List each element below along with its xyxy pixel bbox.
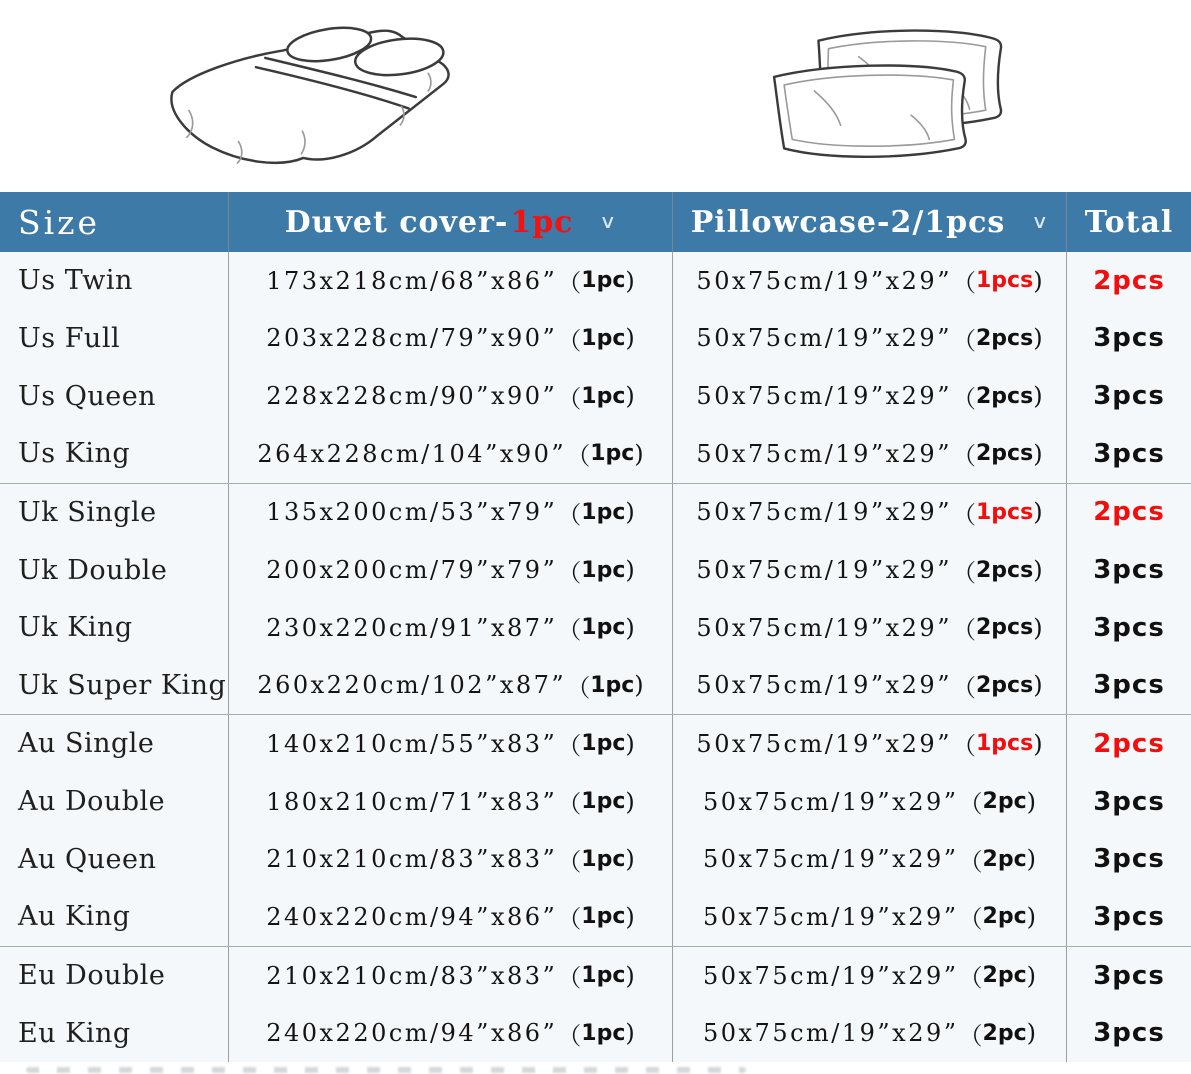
size-cell: Eu Double bbox=[18, 960, 166, 991]
total-cell bbox=[1066, 252, 1191, 310]
pillow-dimensions: 50x75cm/19”x29” bbox=[702, 961, 959, 990]
total-cell bbox=[1066, 888, 1191, 946]
duvet-cell bbox=[228, 656, 672, 714]
total-value: 3pcs bbox=[1093, 960, 1165, 991]
close-paren: ) bbox=[625, 787, 635, 816]
duvet-cell bbox=[228, 425, 672, 483]
close-paren: ) bbox=[625, 498, 635, 527]
open-paren: （ bbox=[951, 732, 976, 761]
duvet-dimensions: 260x220cm/102”x87” bbox=[257, 671, 567, 700]
pillow-dimensions: 50x75cm/19”x29” bbox=[696, 439, 952, 468]
pillow-dimensions: 50x75cm/19”x29” bbox=[696, 324, 952, 353]
duvet-quantity: 1pc bbox=[590, 441, 635, 467]
hero-illustrations bbox=[0, 0, 1191, 192]
open-paren: （ bbox=[557, 847, 582, 876]
table-row bbox=[0, 947, 1191, 1005]
size-cell: Au Single bbox=[18, 728, 155, 760]
pillow-quantity: 2pc bbox=[982, 789, 1027, 815]
total-cell bbox=[1066, 1004, 1191, 1062]
pillowcase-cell bbox=[672, 830, 1066, 888]
duvet-quantity: 1pc bbox=[581, 499, 626, 525]
pillow-quantity: 1pcs bbox=[975, 731, 1034, 757]
pillow-dimensions: 50x75cm/19”x29” bbox=[702, 787, 959, 816]
column-header-size bbox=[0, 192, 228, 252]
duvet-cell bbox=[228, 773, 672, 831]
pillowcase-cell bbox=[672, 252, 1066, 310]
open-paren: （ bbox=[951, 558, 976, 587]
close-paren: ) bbox=[625, 613, 635, 642]
duvet-dimensions: 264x228cm/104”x90” bbox=[257, 439, 567, 468]
table-row bbox=[0, 599, 1191, 657]
total-header-label: Total bbox=[1084, 204, 1174, 240]
total-cell bbox=[1066, 656, 1191, 714]
chevron-down-icon[interactable]: ∨ bbox=[1031, 211, 1051, 233]
total-value: 3pcs bbox=[1093, 438, 1165, 469]
duvet-dimensions: 228x228cm/90”x90” bbox=[266, 382, 558, 411]
close-paren: ) bbox=[1033, 498, 1043, 527]
close-paren: ) bbox=[625, 902, 635, 931]
bed-icon bbox=[158, 14, 488, 174]
table-body bbox=[0, 252, 1191, 1062]
pillow-quantity: 2pcs bbox=[975, 557, 1034, 583]
size-cell: Us Twin bbox=[18, 265, 133, 297]
open-paren: （ bbox=[566, 442, 591, 471]
close-paren: ) bbox=[1026, 902, 1037, 931]
size-cell: Au King bbox=[18, 901, 131, 933]
table-row bbox=[0, 252, 1191, 310]
pillowcase-cell bbox=[672, 310, 1066, 368]
duvet-quantity: 1pc bbox=[581, 846, 626, 872]
column-header-pillowcase[interactable] bbox=[672, 192, 1066, 252]
table-header bbox=[0, 192, 1191, 252]
close-paren: ) bbox=[625, 1019, 635, 1048]
total-cell bbox=[1066, 425, 1191, 483]
total-value: 3pcs bbox=[1093, 670, 1165, 701]
total-value: 3pcs bbox=[1093, 612, 1165, 643]
close-paren: ) bbox=[1026, 845, 1037, 874]
duvet-dimensions: 200x200cm/79”x79” bbox=[266, 556, 558, 585]
size-cell: Us King bbox=[18, 438, 131, 470]
table-row bbox=[0, 888, 1191, 947]
close-paren: ) bbox=[634, 671, 644, 700]
open-paren: （ bbox=[958, 964, 983, 992]
close-paren: ) bbox=[625, 845, 635, 874]
pillowcase-header-label: Pillowcase-2/1pcs bbox=[690, 204, 1006, 240]
duvet-cell bbox=[228, 252, 672, 310]
duvet-quantity: 1pc bbox=[581, 789, 626, 815]
size-cell: Eu King bbox=[18, 1017, 131, 1049]
close-paren: ) bbox=[1033, 266, 1043, 295]
open-paren: （ bbox=[958, 905, 983, 934]
size-cell: Au Queen bbox=[18, 843, 157, 875]
pillows-icon bbox=[762, 16, 1024, 158]
size-header-label: Size bbox=[18, 202, 101, 242]
total-cell bbox=[1066, 773, 1191, 831]
total-cell bbox=[1066, 599, 1191, 657]
open-paren: （ bbox=[557, 384, 582, 413]
duvet-quantity: 1pc bbox=[581, 963, 626, 988]
open-paren: （ bbox=[557, 616, 582, 645]
pillow-dimensions: 50x75cm/19”x29” bbox=[696, 729, 952, 758]
size-cell: Us Queen bbox=[18, 380, 157, 412]
duvet-dimensions: 203x228cm/79”x90” bbox=[266, 324, 558, 353]
table-row bbox=[0, 1004, 1191, 1062]
open-paren: （ bbox=[557, 269, 582, 298]
duvet-dimensions: 180x210cm/71”x83” bbox=[266, 787, 558, 816]
close-paren: ) bbox=[625, 556, 635, 585]
table-row bbox=[0, 656, 1191, 715]
pillow-quantity: 2pcs bbox=[975, 325, 1034, 351]
duvet-cell bbox=[228, 715, 672, 773]
duvet-cell bbox=[228, 1004, 672, 1062]
duvet-cell bbox=[228, 310, 672, 368]
close-paren: ) bbox=[1033, 613, 1043, 642]
open-paren: （ bbox=[958, 790, 983, 819]
close-paren: ) bbox=[625, 961, 635, 990]
close-paren: ) bbox=[1033, 556, 1043, 585]
duvet-cell bbox=[228, 367, 672, 425]
duvet-quantity: 1pc bbox=[581, 1020, 626, 1046]
close-paren: ) bbox=[625, 324, 635, 353]
open-paren: （ bbox=[951, 616, 976, 645]
total-cell bbox=[1066, 310, 1191, 368]
table-row bbox=[0, 367, 1191, 425]
total-value: 3pcs bbox=[1093, 786, 1165, 817]
size-cell: Us Full bbox=[18, 322, 121, 354]
pillow-dimensions: 50x75cm/19”x29” bbox=[702, 845, 959, 874]
total-value: 3pcs bbox=[1093, 555, 1165, 586]
duvet-quantity: 1pc bbox=[581, 904, 626, 930]
pillowcase-cell bbox=[672, 367, 1066, 425]
pillowcase-cell bbox=[672, 715, 1066, 773]
pillow-quantity: 2pc bbox=[982, 963, 1027, 988]
total-cell bbox=[1066, 715, 1191, 773]
duvet-dimensions: 210x210cm/83”x83” bbox=[266, 845, 558, 874]
total-value: 3pcs bbox=[1093, 844, 1165, 875]
duvet-dimensions: 173x218cm/68”x86” bbox=[266, 266, 558, 295]
column-header-total bbox=[1066, 192, 1191, 252]
open-paren: （ bbox=[951, 326, 976, 355]
duvet-header-label: Duvet cover- bbox=[284, 204, 509, 240]
close-paren: ) bbox=[1033, 382, 1043, 411]
open-paren: （ bbox=[951, 673, 976, 702]
pillowcase-cell bbox=[672, 484, 1066, 542]
pillow-quantity: 2pc bbox=[982, 1020, 1027, 1046]
duvet-dimensions: 230x220cm/91”x87” bbox=[266, 613, 558, 642]
table-row bbox=[0, 310, 1191, 368]
pillowcase-cell bbox=[672, 541, 1066, 599]
pillow-quantity: 1pcs bbox=[975, 499, 1034, 525]
size-cell: Uk Double bbox=[18, 554, 168, 586]
open-paren: （ bbox=[557, 1021, 582, 1050]
pillowcase-cell bbox=[672, 656, 1066, 714]
close-paren: ) bbox=[625, 382, 635, 411]
duvet-cell bbox=[228, 541, 672, 599]
total-value: 3pcs bbox=[1093, 901, 1165, 932]
pillow-dimensions: 50x75cm/19”x29” bbox=[696, 498, 952, 527]
open-paren: （ bbox=[557, 905, 582, 934]
duvet-cell bbox=[228, 947, 672, 1005]
chevron-down-icon[interactable]: ∨ bbox=[599, 211, 619, 233]
table-row bbox=[0, 484, 1191, 542]
pillowcase-cell bbox=[672, 599, 1066, 657]
total-cell bbox=[1066, 484, 1191, 542]
duvet-dimensions: 240x220cm/94”x86” bbox=[266, 902, 558, 931]
total-cell bbox=[1066, 541, 1191, 599]
duvet-quantity: 1pc bbox=[581, 557, 626, 583]
total-value: 3pcs bbox=[1093, 323, 1165, 354]
total-cell bbox=[1066, 947, 1191, 1005]
open-paren: （ bbox=[557, 964, 582, 992]
size-cell: Uk Super King bbox=[18, 669, 227, 701]
pillow-dimensions: 50x75cm/19”x29” bbox=[702, 1019, 959, 1048]
cutoff-text-remnant bbox=[26, 1067, 746, 1073]
pillowcase-cell bbox=[672, 947, 1066, 1005]
close-paren: ) bbox=[1033, 439, 1043, 468]
close-paren: ) bbox=[625, 729, 635, 758]
table-row bbox=[0, 541, 1191, 599]
duvet-cell bbox=[228, 599, 672, 657]
pillow-dimensions: 50x75cm/19”x29” bbox=[696, 671, 952, 700]
duvet-cell bbox=[228, 830, 672, 888]
total-value: 3pcs bbox=[1093, 381, 1165, 412]
duvet-quantity: 1pc bbox=[581, 615, 626, 641]
pillow-dimensions: 50x75cm/19”x29” bbox=[696, 556, 952, 585]
close-paren: ) bbox=[1033, 729, 1043, 758]
open-paren: （ bbox=[951, 384, 976, 413]
duvet-quantity: 1pc bbox=[590, 672, 635, 698]
table-row bbox=[0, 425, 1191, 484]
pillowcase-cell bbox=[672, 1004, 1066, 1062]
close-paren: ) bbox=[1026, 787, 1037, 816]
total-cell bbox=[1066, 367, 1191, 425]
size-cell: Uk King bbox=[18, 612, 133, 644]
pillow-dimensions: 50x75cm/19”x29” bbox=[696, 613, 952, 642]
pillow-dimensions: 50x75cm/19”x29” bbox=[696, 382, 952, 411]
pillow-quantity: 2pcs bbox=[975, 441, 1034, 467]
duvet-cell bbox=[228, 484, 672, 542]
pillow-quantity: 2pcs bbox=[975, 615, 1034, 641]
pillow-dimensions: 50x75cm/19”x29” bbox=[696, 266, 952, 295]
column-header-duvet[interactable] bbox=[228, 192, 672, 252]
size-cell: Au Double bbox=[18, 786, 166, 818]
total-cell bbox=[1066, 830, 1191, 888]
open-paren: （ bbox=[557, 326, 582, 355]
duvet-quantity: 1pc bbox=[581, 268, 626, 294]
duvet-dimensions: 210x210cm/83”x83” bbox=[266, 961, 558, 990]
duvet-cell bbox=[228, 888, 672, 946]
size-chart-table bbox=[0, 192, 1191, 1062]
open-paren: （ bbox=[557, 732, 582, 761]
size-cell: Uk Single bbox=[18, 496, 157, 528]
table-row bbox=[0, 830, 1191, 888]
open-paren: （ bbox=[557, 500, 582, 529]
close-paren: ) bbox=[625, 266, 635, 295]
total-value: 2pcs bbox=[1093, 265, 1165, 296]
duvet-quantity: 1pc bbox=[581, 731, 626, 757]
pillow-quantity: 2pcs bbox=[975, 672, 1034, 698]
close-paren: ) bbox=[1026, 1019, 1037, 1048]
pillowcase-cell bbox=[672, 888, 1066, 946]
duvet-dimensions: 135x200cm/53”x79” bbox=[266, 498, 558, 527]
total-value: 3pcs bbox=[1093, 1018, 1165, 1049]
open-paren: （ bbox=[958, 1021, 983, 1050]
close-paren: ) bbox=[1033, 671, 1043, 700]
close-paren: ) bbox=[634, 439, 644, 468]
duvet-dimensions: 140x210cm/55”x83” bbox=[266, 729, 558, 758]
open-paren: （ bbox=[951, 500, 976, 529]
duvet-quantity: 1pc bbox=[581, 325, 626, 351]
pillowcase-cell bbox=[672, 425, 1066, 483]
open-paren: （ bbox=[566, 673, 591, 702]
open-paren: （ bbox=[557, 558, 582, 587]
duvet-header-qty: 1pc bbox=[510, 204, 574, 240]
open-paren: （ bbox=[557, 790, 582, 819]
pillowcase-cell bbox=[672, 773, 1066, 831]
pillow-quantity: 1pcs bbox=[975, 268, 1034, 294]
duvet-dimensions: 240x220cm/94”x86” bbox=[266, 1019, 558, 1048]
pillow-quantity: 2pc bbox=[982, 904, 1027, 930]
open-paren: （ bbox=[951, 442, 976, 471]
duvet-quantity: 1pc bbox=[581, 383, 626, 409]
open-paren: （ bbox=[958, 847, 983, 876]
table-row bbox=[0, 715, 1191, 773]
total-value: 2pcs bbox=[1093, 497, 1165, 528]
close-paren: ) bbox=[1033, 324, 1043, 353]
pillow-quantity: 2pc bbox=[982, 846, 1027, 872]
pillow-dimensions: 50x75cm/19”x29” bbox=[702, 902, 959, 931]
open-paren: （ bbox=[951, 269, 976, 298]
table-row bbox=[0, 773, 1191, 831]
close-paren: ) bbox=[1026, 961, 1037, 990]
pillow-quantity: 2pcs bbox=[975, 383, 1034, 409]
total-value: 2pcs bbox=[1093, 728, 1165, 759]
